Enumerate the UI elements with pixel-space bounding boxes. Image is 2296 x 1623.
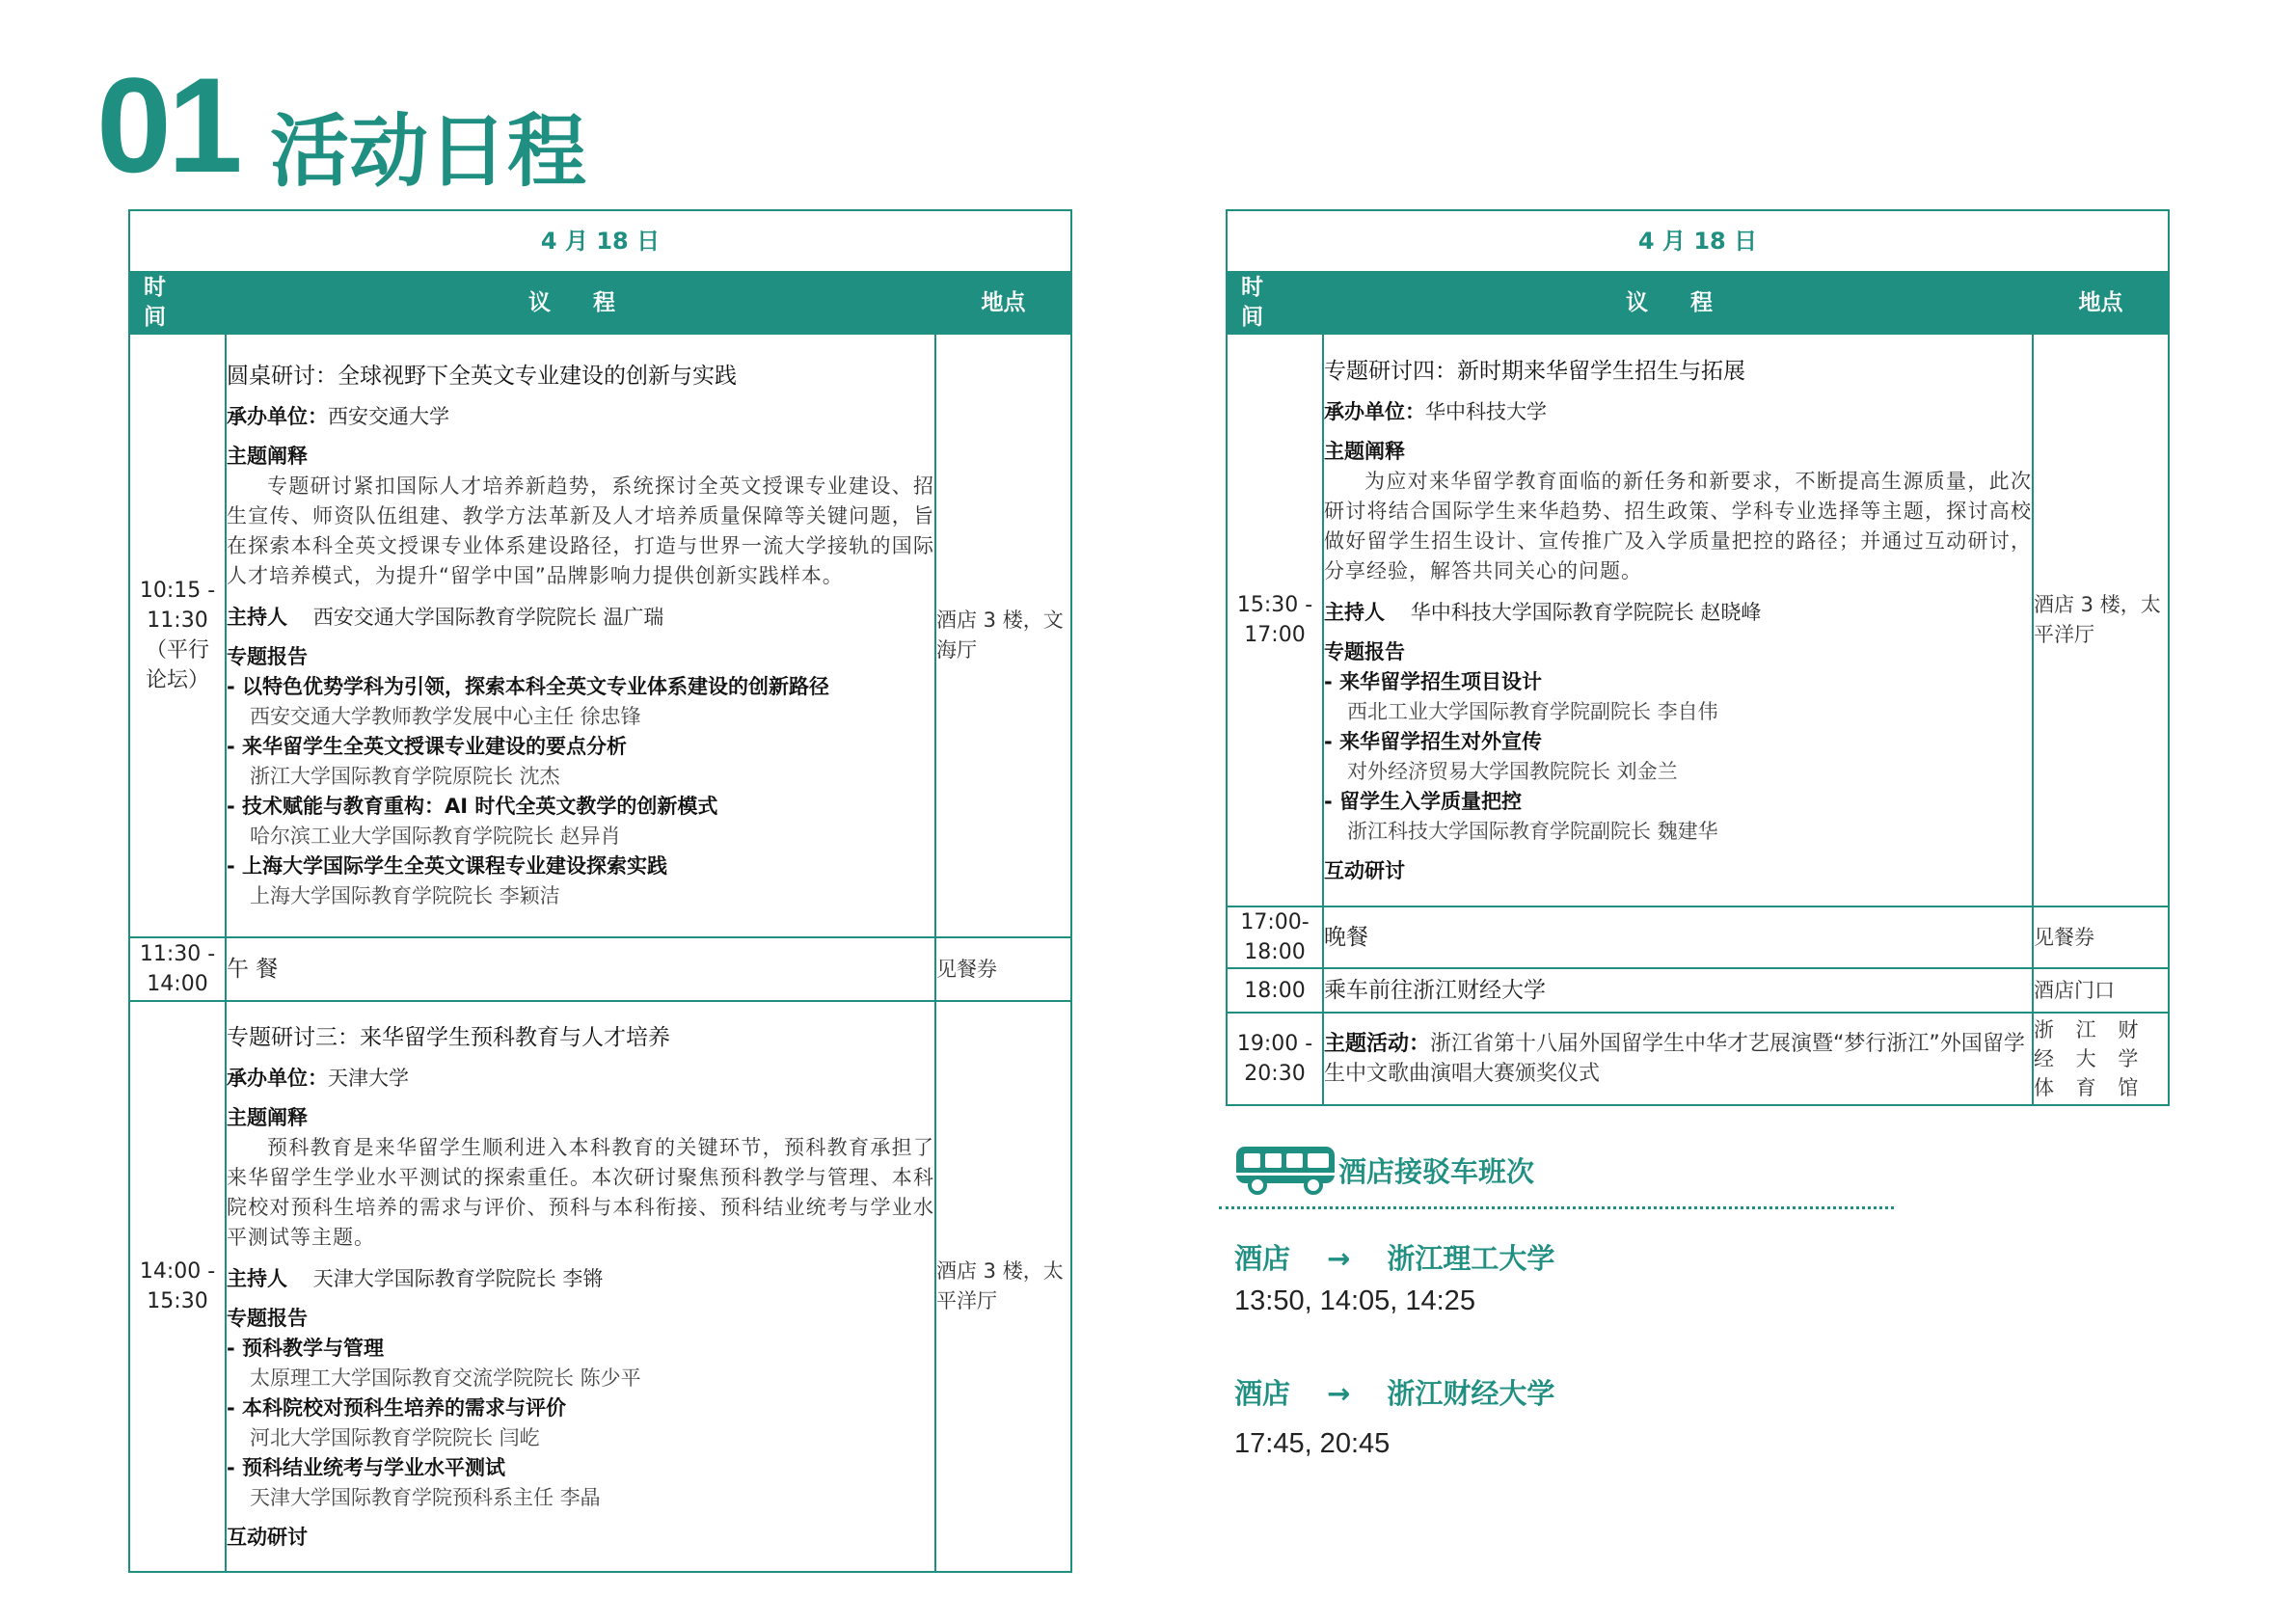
theme-paragraph: 为应对来华留学教育面临的新任务和新要求，不断提高生源质量，此次研讨将结合国际学生来华趋势、招生政策、学科专业选择等主题，探讨高校做好留学生招生设计、宣传推广及入学质量把控的路径；并通过互动研讨，分享经验，解答共同关心的问题。 — [1324, 469, 2032, 582]
agenda-cell: 主题活动：浙江省第十八届外国留学生中华才艺展演暨“梦行浙江”外国留学生中文歌曲演唱大赛颁奖仪式 — [1323, 1013, 2033, 1105]
table-row — [129, 1001, 1071, 1572]
session-title: 专题研讨四：新时期来华留学生招生与拓展 — [1324, 358, 1745, 384]
moderator: 西安交通大学国际教育学院院长 温广瑞 — [312, 606, 664, 629]
report-speaker: 上海大学国际教育学院院长 李颖洁 — [250, 884, 560, 907]
page-title: 活动日程 — [270, 106, 587, 198]
time-cell: 17:00- 18:00 — [1227, 906, 1323, 968]
report-speaker: 对外经济贸易大学国教院院长 刘金兰 — [1347, 759, 1678, 783]
place-cell: 酒店门口 — [2033, 968, 2169, 1013]
col-header-agenda: 议 程 — [1323, 272, 2033, 334]
host-org: 天津大学 — [328, 1066, 409, 1090]
report-speaker: 河北大学国际教育学院院长 闫屹 — [250, 1425, 540, 1449]
report-speaker: 哈尔滨工业大学国际教育学院院长 赵异肖 — [250, 825, 621, 848]
arrow-right-icon: → — [1327, 1377, 1351, 1410]
route-1: 酒店 → 浙江理工大学 — [1234, 1242, 1555, 1275]
col-header-time: 时 间 — [1227, 272, 1323, 334]
closing-discussion: 互动研讨 — [227, 1525, 308, 1549]
closing-discussion: 互动研讨 — [1324, 858, 1405, 882]
time-cell: 11:30 - 14:00 — [129, 937, 226, 1001]
route-1-times: 13:50, 14:05, 14:25 — [1234, 1285, 1475, 1316]
report-title: - 预科结业统考与学业水平测试 — [227, 1455, 506, 1479]
report-title: - 技术赋能与教育重构：AI 时代全英文教学的创新模式 — [227, 795, 718, 818]
agenda-cell: 专题研讨三：来华留学生预科教育与人才培养 承办单位：天津大学 主题阐释 预科教育是来华留学生顺利进入本科教育的关键环节，预科教育承担了来华留学生学业水平测试的探索重任。本次研讨聚焦预科教学与管理、本科院校对预科生培养的需求与评价、预科与本科衔接、预科结业统考与学业水平测试等主题。 主持人 天津大学国际教育学院院长 李锵 专题报告 - 预科教学与管理 太原理工大学国际教育交流学院院长 陈少平 - 本科院校对预科生培养的需求与评价 河北大学国际教育学院院长 闫屹 - 预科结业统考与学业水平测试 天津大学国际教育学院预科系主任 李晶 互动研讨 — [226, 1001, 935, 1572]
theme-paragraph: 专题研讨紧扣国际人才培养新趋势，系统探讨全英文授课专业建设、招生宣传、师资队伍组建、教学方法革新及人才培养质量保障等关键问题，旨在探索本科全英文授课专业体系建设路径，打造与世界一流大学接轨的国际人才培养模式，为提升“留学中国”品牌影响力提供创新实践样本。 — [227, 474, 934, 587]
col-header-agenda: 议 程 — [226, 272, 935, 334]
report-title: - 来华留学生全英文授课专业建设的要点分析 — [227, 735, 628, 758]
report-title: - 上海大学国际学生全英文课程专业建设探索实践 — [227, 854, 668, 878]
col-header-place: 地点 — [2033, 272, 2169, 334]
route-2: 酒店 → 浙江财经大学 — [1234, 1377, 1555, 1410]
time-cell: 19:00 - 20:30 — [1227, 1013, 1323, 1105]
agenda-cell: 晚餐 — [1323, 906, 2033, 968]
report-speaker: 西安交通大学教师教学发展中心主任 徐忠锋 — [250, 705, 641, 728]
table-row — [1227, 334, 2169, 906]
report-title: - 以特色优势学科为引领，探索本科全英文专业体系建设的创新路径 — [227, 675, 830, 698]
col-header-place: 地点 — [935, 272, 1071, 334]
report-speaker: 浙江大学国际教育学院原院长 沈杰 — [250, 765, 560, 788]
dotted-divider — [1219, 1206, 1894, 1209]
shuttle-title: 酒店接驳车班次 — [1338, 1155, 1535, 1188]
table-date: 4 月 18 日 — [1227, 210, 2169, 272]
time-cell: 15:30 - 17:00 — [1227, 334, 1323, 906]
time-cell: 18:00 — [1227, 968, 1323, 1013]
session-title: 圆桌研讨：全球视野下全英文专业建设的创新与实践 — [227, 364, 737, 389]
session-title: 专题研讨三：来华留学生预科教育与人才培养 — [227, 1024, 670, 1050]
arrow-right-icon: → — [1327, 1242, 1351, 1275]
bus-icon — [1234, 1143, 1337, 1195]
agenda-cell: 午 餐 — [226, 937, 935, 1001]
agenda-cell: 专题研讨四：新时期来华留学生招生与拓展 承办单位：华中科技大学 主题阐释 为应对来华留学教育面临的新任务和新要求，不断提高生源质量，此次研讨将结合国际学生来华趋势、招生政策、学科专业选择等主题，探讨高校做好留学生招生设计、宣传推广及入学质量把控的路径；并通过互动研讨，分享经验，解答共同关心的问题。 主持人 华中科技大学国际教育学院院长 赵晓峰 专题报告 - 来华留学招生项目设计 西北工业大学国际教育学院副院长 李自伟 - 来华留学招生对外宣传 对外经济贸易大学国教院院长 刘金兰 - 留学生入学质量把控 浙江科技大学国际教育学院副院长 魏建华 互动研讨 — [1323, 334, 2033, 906]
section-number: 01 — [96, 49, 239, 201]
report-speaker: 浙江科技大学国际教育学院副院长 魏建华 — [1347, 819, 1718, 843]
schedule-table-right — [1226, 209, 2170, 1106]
report-title: - 留学生入学质量把控 — [1324, 789, 1523, 813]
table-date: 4 月 18 日 — [129, 210, 1071, 272]
table-row — [129, 334, 1071, 937]
time-cell: 14:00 - 15:30 — [129, 1001, 226, 1572]
col-header-time: 时 间 — [129, 272, 226, 334]
report-speaker: 太原理工大学国际教育交流学院院长 陈少平 — [250, 1366, 641, 1390]
place-cell: 酒店 3 楼，太平洋厅 — [2033, 334, 2169, 906]
theme-paragraph: 预科教育是来华留学生顺利进入本科教育的关键环节，预科教育承担了来华留学生学业水平测试的探索重任。本次研讨聚焦预科教学与管理、本科院校对预科生培养的需求与评价、预科与本科衔接、预科结业统考与学业水平测试等主题。 — [227, 1135, 934, 1249]
moderator: 华中科技大学国际教育学院院长 赵晓峰 — [1410, 600, 1762, 624]
report-speaker: 西北工业大学国际教育学院副院长 李自伟 — [1347, 699, 1718, 723]
agenda-cell: 乘车前往浙江财经大学 — [1323, 968, 2033, 1013]
report-title: - 来华留学招生对外宣传 — [1324, 729, 1543, 753]
report-title: - 来华留学招生项目设计 — [1324, 669, 1543, 693]
schedule-table-left — [128, 209, 1072, 1573]
host-org: 西安交通大学 — [328, 405, 449, 428]
table-row — [1227, 968, 2169, 1013]
place-cell: 见餐券 — [935, 937, 1071, 1001]
place-cell: 酒店 3 楼，太平洋厅 — [935, 1001, 1071, 1572]
report-speaker: 天津大学国际教育学院预科系主任 李晶 — [250, 1485, 601, 1509]
place-cell: 酒店 3 楼，文海厅 — [935, 334, 1071, 937]
report-title: - 本科院校对预科生培养的需求与评价 — [227, 1395, 567, 1420]
agenda-cell: 圆桌研讨：全球视野下全英文专业建设的创新与实践 承办单位：西安交通大学 主题阐释 专题研讨紧扣国际人才培养新趋势，系统探讨全英文授课专业建设、招生宣传、师资队伍组建、教学方法革新及人才培养质量保障等关键问题，旨在探索本科全英文授课专业体系建设路径，打造与世界一流大学接轨的国际人才培养模式，为提升“留学中国”品牌影响力提供创新实践样本。 主持人 西安交通大学国际教育学院院长 温广瑞 专题报告 - 以特色优势学科为引领，探索本科全英文专业体系建设的创新路径 西安交通大学教师教学发展中心主任 徐忠锋 - 来华留学生全英文授课专业建设的要点分析 浙江大学国际教育学院原院长 沈杰 - 技术赋能与教育重构：AI 时代全英文教学的创新模式 哈尔滨工业大学国际教育学院院长 赵异肖 - 上海大学国际学生全英文课程专业建设探索实践 上海大学国际教育学院院长 李颖洁 — [226, 334, 935, 937]
time-cell: 10:15 - 11:30 （平行 论坛） — [129, 334, 226, 937]
table-row — [129, 937, 1071, 1001]
place-cell: 浙 江 财 经 大 学 体 育 馆 — [2033, 1013, 2169, 1105]
table-row — [1227, 1013, 2169, 1105]
report-title: - 预科教学与管理 — [227, 1336, 385, 1360]
route-2-times: 17:45, 20:45 — [1234, 1428, 1391, 1459]
place-cell: 见餐券 — [2033, 906, 2169, 968]
table-row — [1227, 906, 2169, 968]
host-org: 华中科技大学 — [1425, 399, 1547, 423]
moderator: 天津大学国际教育学院院长 李锵 — [312, 1266, 604, 1290]
